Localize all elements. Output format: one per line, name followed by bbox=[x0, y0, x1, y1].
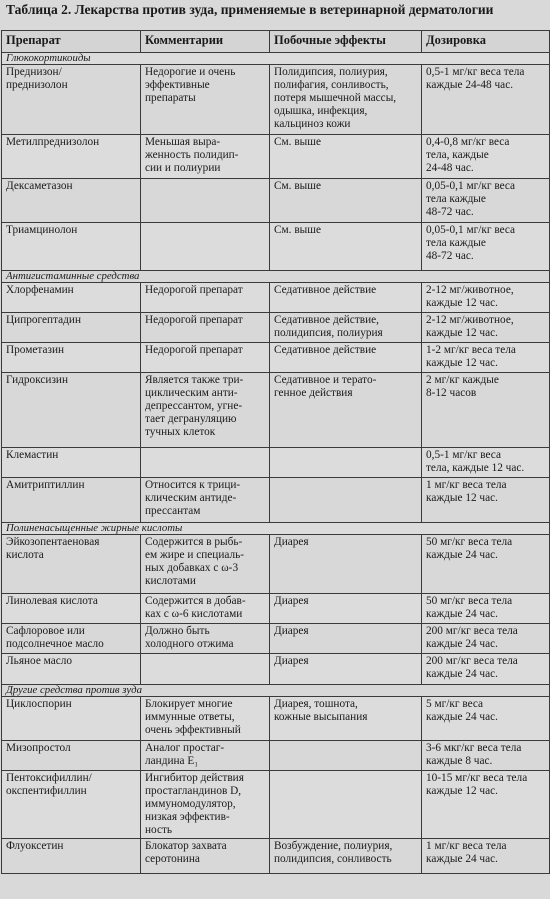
side-effects-text: Полидипсия, полиурия, полифагия, сонливость, потеря мышечной массы, одышка, инфекция, кальциноз кожи bbox=[274, 66, 397, 130]
table-row bbox=[2, 771, 550, 839]
comment-cell bbox=[141, 373, 270, 448]
drug-name-text: Флуоксетин bbox=[6, 840, 64, 852]
table-row bbox=[2, 313, 550, 343]
drug-name-text: Ципрогептадин bbox=[6, 314, 82, 326]
section-title: Антигистаминные средства bbox=[2, 271, 550, 283]
section-title: Другие средства против зуда bbox=[2, 685, 550, 697]
dosage-text: 1 мг/кг веса тела каждые 24 час. bbox=[426, 840, 507, 865]
drug-name-cell bbox=[2, 839, 141, 874]
table-row bbox=[2, 179, 550, 223]
dosage-cell bbox=[422, 654, 550, 685]
side-effects-text: Диарея bbox=[274, 625, 309, 637]
comment-text: Ингибитор действия простагландинов D, иммуномодулятор, низкая эффектив- ность bbox=[145, 772, 244, 836]
table-row bbox=[2, 65, 550, 135]
table-row bbox=[2, 839, 550, 874]
header-comments: Комментарии bbox=[141, 31, 270, 53]
comment-cell bbox=[141, 535, 270, 594]
comment-cell bbox=[141, 448, 270, 478]
drug-name-text: Эйкозопентаеновая кислота bbox=[6, 536, 100, 561]
comment-text: Аналог простаг- ландина E₁ bbox=[145, 742, 225, 767]
side-effects-cell bbox=[270, 771, 422, 839]
dosage-text: 0,4-0,8 мг/кг веса тела, каждые 24-48 час. bbox=[426, 136, 510, 174]
drug-name-cell bbox=[2, 624, 141, 654]
table-row bbox=[2, 373, 550, 448]
table-row bbox=[2, 283, 550, 313]
drug-name-text: Мизопростол bbox=[6, 742, 71, 754]
dosage-cell bbox=[422, 839, 550, 874]
drug-name-text: Триамцинолон bbox=[6, 224, 78, 236]
dosage-text: 1 мг/кг веса тела каждые 12 час. bbox=[426, 479, 507, 504]
drug-name-cell bbox=[2, 65, 141, 135]
side-effects-text: Диарея bbox=[274, 595, 309, 607]
dosage-cell bbox=[422, 223, 550, 271]
drug-name-text: Амитриптиллин bbox=[6, 479, 85, 491]
comment-text: Недорогой препарат bbox=[145, 344, 243, 356]
comment-text: Меньшая выра- женность полидип- сии и полиурии bbox=[145, 136, 239, 174]
dosage-cell bbox=[422, 313, 550, 343]
drug-name-cell bbox=[2, 448, 141, 478]
comment-text: Относится к трици- клическим антиде- прессантам bbox=[145, 479, 241, 517]
drug-name-text: Дексаметазон bbox=[6, 180, 73, 192]
header-row bbox=[2, 31, 550, 53]
dosage-text: 2-12 мг/животное, каждые 12 час. bbox=[426, 284, 514, 309]
section-row bbox=[2, 53, 550, 65]
comment-cell bbox=[141, 771, 270, 839]
side-effects-cell bbox=[270, 448, 422, 478]
section-row bbox=[2, 523, 550, 535]
table-row bbox=[2, 343, 550, 373]
dosage-text: 1-2 мг/кг веса тела каждые 12 час. bbox=[426, 344, 516, 369]
side-effects-text: Седативное действие, полидипсия, полиурия bbox=[274, 314, 383, 339]
side-effects-cell bbox=[270, 594, 422, 624]
header-dosage: Дозировка bbox=[422, 31, 550, 53]
section-title: Полиненасыщенные жирные кислоты bbox=[2, 523, 550, 535]
dosage-text: 0,05-0,1 мг/кг веса тела каждые 48-72 час. bbox=[426, 180, 516, 218]
side-effects-cell bbox=[270, 478, 422, 523]
drug-name-text: Хлорфенамин bbox=[6, 284, 74, 296]
drug-name-cell bbox=[2, 223, 141, 271]
comment-text: Недорогие и очень эффективные препараты bbox=[145, 66, 236, 104]
dosage-cell bbox=[422, 283, 550, 313]
dosage-cell bbox=[422, 624, 550, 654]
comment-cell bbox=[141, 624, 270, 654]
drug-name-text: Метилпреднизолон bbox=[6, 136, 100, 148]
dosage-cell bbox=[422, 135, 550, 179]
side-effects-text: Возбуждение, полиурия, полидипсия, сонливость bbox=[274, 840, 393, 865]
table-row bbox=[2, 697, 550, 741]
drug-name-cell bbox=[2, 535, 141, 594]
header-drug: Препарат bbox=[2, 31, 141, 53]
side-effects-cell bbox=[270, 373, 422, 448]
dosage-cell bbox=[422, 373, 550, 448]
side-effects-text: Диарея bbox=[274, 536, 309, 548]
section-title: Глюкокортикоиды bbox=[2, 53, 550, 65]
side-effects-cell bbox=[270, 654, 422, 685]
table-caption: Таблица 2. Лекарства против зуда, применяемые в ветеринарной дерматологии bbox=[6, 2, 494, 17]
comment-text: Блокирует многие иммунные ответы, очень эффективный bbox=[145, 698, 241, 736]
side-effects-cell bbox=[270, 535, 422, 594]
drug-name-cell bbox=[2, 283, 141, 313]
side-effects-text: Седативное действие bbox=[274, 344, 377, 356]
table-row bbox=[2, 448, 550, 478]
section-row bbox=[2, 685, 550, 697]
side-effects-text: См. выше bbox=[274, 136, 321, 148]
header-side-effects: Побочные эффекты bbox=[270, 31, 422, 53]
side-effects-cell bbox=[270, 697, 422, 741]
comment-cell bbox=[141, 478, 270, 523]
comment-text: Блокатор захвата серотонина bbox=[145, 840, 227, 865]
drug-name-text: Преднизон/ преднизолон bbox=[6, 66, 68, 91]
side-effects-text: См. выше bbox=[274, 224, 321, 236]
table-row bbox=[2, 135, 550, 179]
drug-name-cell bbox=[2, 373, 141, 448]
side-effects-cell bbox=[270, 839, 422, 874]
dosage-cell bbox=[422, 594, 550, 624]
drug-name-text: Гидроксизин bbox=[6, 374, 69, 386]
side-effects-cell bbox=[270, 65, 422, 135]
table-row bbox=[2, 594, 550, 624]
drug-name-cell bbox=[2, 343, 141, 373]
table-row bbox=[2, 535, 550, 594]
drug-name-text: Льяное масло bbox=[6, 655, 73, 667]
dosage-cell bbox=[422, 343, 550, 373]
drug-name-cell bbox=[2, 179, 141, 223]
comment-cell bbox=[141, 223, 270, 271]
comment-cell bbox=[141, 179, 270, 223]
dosage-text: 10-15 мг/кг веса тела каждые 12 час. bbox=[426, 772, 528, 797]
comment-cell bbox=[141, 697, 270, 741]
comment-cell bbox=[141, 313, 270, 343]
side-effects-text: Седативное действие bbox=[274, 284, 377, 296]
drug-name-cell bbox=[2, 771, 141, 839]
comment-cell bbox=[141, 65, 270, 135]
dosage-cell bbox=[422, 771, 550, 839]
side-effects-cell bbox=[270, 223, 422, 271]
dosage-text: 200 мг/кг веса тела каждые 24 час. bbox=[426, 625, 518, 650]
dosage-text: 50 мг/кг веса тела каждые 24 час. bbox=[426, 536, 513, 561]
comment-cell bbox=[141, 594, 270, 624]
side-effects-cell bbox=[270, 624, 422, 654]
drug-name-text: Клемастин bbox=[6, 449, 59, 461]
dosage-cell bbox=[422, 741, 550, 771]
drug-name-text: Циклоспорин bbox=[6, 698, 72, 710]
table-body bbox=[2, 53, 550, 874]
comment-cell bbox=[141, 654, 270, 685]
dosage-cell bbox=[422, 697, 550, 741]
side-effects-cell bbox=[270, 313, 422, 343]
comment-cell bbox=[141, 135, 270, 179]
table-row bbox=[2, 624, 550, 654]
side-effects-cell bbox=[270, 135, 422, 179]
drug-name-cell bbox=[2, 313, 141, 343]
comment-text: Содержится в добав- ках с ω-6 кислотами bbox=[145, 595, 246, 620]
dosage-text: 200 мг/кг веса тела каждые 24 час. bbox=[426, 655, 518, 680]
table-row bbox=[2, 223, 550, 271]
comment-text: Содержится в рыбь- ем жире и специаль- ных добавках с ω-3 кислотами bbox=[145, 536, 245, 587]
side-effects-cell bbox=[270, 343, 422, 373]
drug-name-cell bbox=[2, 741, 141, 771]
comment-text: Должно быть холодного отжима bbox=[145, 625, 234, 650]
side-effects-text: См. выше bbox=[274, 180, 321, 192]
dosage-text: 2-12 мг/животное, каждые 12 час. bbox=[426, 314, 514, 339]
dosage-text: 0,5-1 мг/кг веса тела каждые 24-48 час. bbox=[426, 66, 525, 91]
side-effects-cell bbox=[270, 741, 422, 771]
dosage-text: 0,05-0,1 мг/кг веса тела каждые 48-72 час. bbox=[426, 224, 516, 262]
dosage-cell bbox=[422, 478, 550, 523]
drug-table bbox=[1, 30, 550, 874]
dosage-cell bbox=[422, 448, 550, 478]
section-row bbox=[2, 271, 550, 283]
side-effects-cell bbox=[270, 179, 422, 223]
side-effects-text: Диарея, тошнота, кожные высыпания bbox=[274, 698, 368, 723]
drug-name-text: Линолевая кислота bbox=[6, 595, 98, 607]
side-effects-cell bbox=[270, 283, 422, 313]
drug-name-cell bbox=[2, 594, 141, 624]
side-effects-text: Диарея bbox=[274, 655, 309, 667]
drug-name-cell bbox=[2, 654, 141, 685]
comment-text: Недорогой препарат bbox=[145, 284, 243, 296]
comment-cell bbox=[141, 839, 270, 874]
dosage-text: 5 мг/кг веса каждые 24 час. bbox=[426, 698, 498, 723]
table-row bbox=[2, 478, 550, 523]
dosage-text: 2 мг/кг каждые 8-12 часов bbox=[426, 374, 499, 399]
side-effects-text: Седативное и терато- генное действия bbox=[274, 374, 377, 399]
comment-text: Является также три- циклическим анти- депрессантом, угне- тает дегрануляцию тучных клеток bbox=[145, 374, 244, 438]
table-row bbox=[2, 741, 550, 771]
dosage-text: 50 мг/кг веса тела каждые 24 час. bbox=[426, 595, 513, 620]
dosage-text: 0,5-1 мг/кг веса тела, каждые 12 час. bbox=[426, 449, 525, 474]
drug-name-cell bbox=[2, 135, 141, 179]
dosage-cell bbox=[422, 179, 550, 223]
drug-name-cell bbox=[2, 478, 141, 523]
drug-name-text: Сафлоровое или подсолнечное масло bbox=[6, 625, 104, 650]
dosage-text: 3-6 мкг/кг веса тела каждые 8 час. bbox=[426, 742, 522, 767]
comment-text: Недорогой препарат bbox=[145, 314, 243, 326]
comment-cell bbox=[141, 283, 270, 313]
drug-name-cell bbox=[2, 697, 141, 741]
table-row bbox=[2, 654, 550, 685]
drug-name-text: Прометазин bbox=[6, 344, 65, 356]
dosage-cell bbox=[422, 65, 550, 135]
dosage-cell bbox=[422, 535, 550, 594]
drug-name-text: Пентоксифиллин/ окспентифиллин bbox=[6, 772, 92, 797]
comment-cell bbox=[141, 343, 270, 373]
comment-cell bbox=[141, 741, 270, 771]
